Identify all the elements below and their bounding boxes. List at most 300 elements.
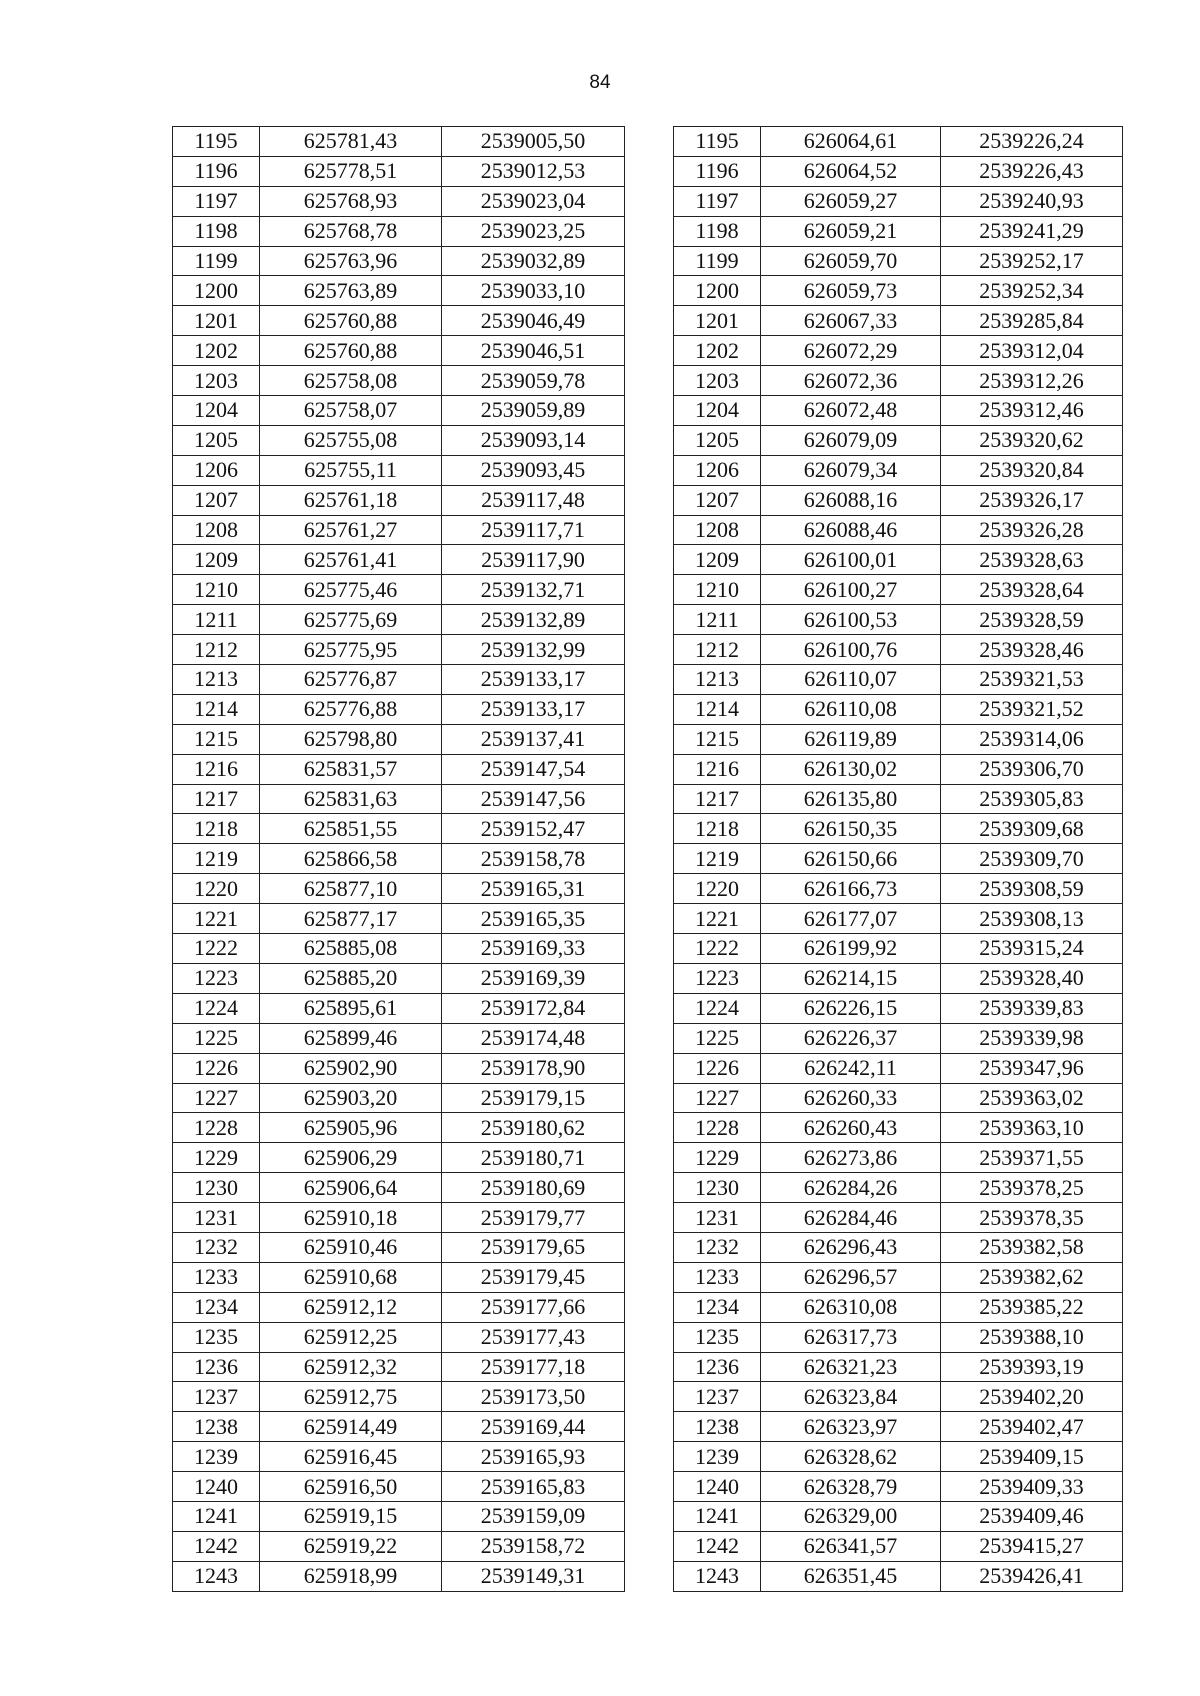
point-number-left: 1227 — [173, 1083, 260, 1113]
column-separator — [625, 127, 674, 157]
point-number-right: 1230 — [674, 1173, 761, 1203]
y-coordinate-left: 2539165,31 — [442, 874, 625, 904]
x-coordinate-right: 626079,09 — [761, 425, 941, 455]
x-coordinate-left: 625776,88 — [260, 694, 442, 724]
x-coordinate-right: 626166,73 — [761, 874, 941, 904]
y-coordinate-left: 2539023,04 — [442, 186, 625, 216]
point-number-left: 1242 — [173, 1531, 260, 1561]
x-coordinate-left: 625902,90 — [260, 1053, 442, 1083]
x-coordinate-right: 626260,33 — [761, 1083, 941, 1113]
x-coordinate-left: 625851,55 — [260, 814, 442, 844]
point-number-left: 1207 — [173, 485, 260, 515]
column-separator — [625, 1023, 674, 1053]
column-separator — [625, 1382, 674, 1412]
point-number-right: 1216 — [674, 754, 761, 784]
point-number-left: 1200 — [173, 276, 260, 306]
point-number-right: 1239 — [674, 1442, 761, 1472]
x-coordinate-left: 625798,80 — [260, 724, 442, 754]
table-row — [173, 784, 1123, 814]
x-coordinate-left: 625760,88 — [260, 306, 442, 336]
table-row — [173, 276, 1123, 306]
y-coordinate-left: 2539093,45 — [442, 455, 625, 485]
point-number-left: 1223 — [173, 963, 260, 993]
point-number-right: 1224 — [674, 993, 761, 1023]
point-number-right: 1200 — [674, 276, 761, 306]
point-number-right: 1231 — [674, 1203, 761, 1233]
table-row — [173, 1203, 1123, 1233]
y-coordinate-right: 2539371,55 — [941, 1143, 1123, 1173]
x-coordinate-left: 625866,58 — [260, 844, 442, 874]
x-coordinate-left: 625912,12 — [260, 1292, 442, 1322]
table-row — [173, 575, 1123, 605]
column-separator — [625, 396, 674, 426]
y-coordinate-left: 2539180,62 — [442, 1113, 625, 1143]
y-coordinate-right: 2539363,02 — [941, 1083, 1123, 1113]
table-row — [173, 1322, 1123, 1352]
table-row — [173, 485, 1123, 515]
column-separator — [625, 694, 674, 724]
table-row — [173, 635, 1123, 665]
y-coordinate-left: 2539178,90 — [442, 1053, 625, 1083]
point-number-left: 1235 — [173, 1322, 260, 1352]
point-number-left: 1228 — [173, 1113, 260, 1143]
y-coordinate-left: 2539117,48 — [442, 485, 625, 515]
column-separator — [625, 1113, 674, 1143]
x-coordinate-left: 625763,96 — [260, 246, 442, 276]
y-coordinate-right: 2539363,10 — [941, 1113, 1123, 1143]
x-coordinate-right: 626323,97 — [761, 1412, 941, 1442]
point-number-right: 1214 — [674, 694, 761, 724]
point-number-left: 1233 — [173, 1262, 260, 1292]
point-number-left: 1243 — [173, 1561, 260, 1591]
column-separator — [625, 963, 674, 993]
table-row — [173, 1472, 1123, 1502]
table-row — [173, 515, 1123, 545]
point-number-right: 1235 — [674, 1322, 761, 1352]
point-number-left: 1232 — [173, 1232, 260, 1262]
x-coordinate-left: 625906,29 — [260, 1143, 442, 1173]
point-number-right: 1201 — [674, 306, 761, 336]
point-number-right: 1236 — [674, 1352, 761, 1382]
table-row — [173, 425, 1123, 455]
x-coordinate-left: 625910,68 — [260, 1262, 442, 1292]
table-row — [173, 874, 1123, 904]
y-coordinate-left: 2539046,51 — [442, 336, 625, 366]
point-number-left: 1237 — [173, 1382, 260, 1412]
x-coordinate-right: 626310,08 — [761, 1292, 941, 1322]
column-separator — [625, 993, 674, 1023]
column-separator — [625, 336, 674, 366]
y-coordinate-right: 2539409,46 — [941, 1501, 1123, 1531]
x-coordinate-left: 625916,50 — [260, 1472, 442, 1502]
point-number-left: 1236 — [173, 1352, 260, 1382]
point-number-left: 1216 — [173, 754, 260, 784]
table-row — [173, 1232, 1123, 1262]
x-coordinate-right: 626072,29 — [761, 336, 941, 366]
x-coordinate-right: 626100,01 — [761, 545, 941, 575]
x-coordinate-left: 625761,27 — [260, 515, 442, 545]
point-number-right: 1219 — [674, 844, 761, 874]
point-number-right: 1233 — [674, 1262, 761, 1292]
point-number-left: 1225 — [173, 1023, 260, 1053]
x-coordinate-right: 626150,35 — [761, 814, 941, 844]
table-row — [173, 366, 1123, 396]
x-coordinate-left: 625776,87 — [260, 665, 442, 695]
x-coordinate-left: 625758,08 — [260, 366, 442, 396]
x-coordinate-right: 626321,23 — [761, 1352, 941, 1382]
table-row — [173, 993, 1123, 1023]
column-separator — [625, 844, 674, 874]
table-row — [173, 1442, 1123, 1472]
table-row — [173, 545, 1123, 575]
point-number-right: 1238 — [674, 1412, 761, 1442]
x-coordinate-left: 625778,51 — [260, 156, 442, 186]
y-coordinate-right: 2539320,62 — [941, 425, 1123, 455]
column-separator — [625, 1442, 674, 1472]
point-number-right: 1243 — [674, 1561, 761, 1591]
y-coordinate-left: 2539152,47 — [442, 814, 625, 844]
y-coordinate-left: 2539005,50 — [442, 127, 625, 157]
y-coordinate-right: 2539306,70 — [941, 754, 1123, 784]
y-coordinate-left: 2539046,49 — [442, 306, 625, 336]
point-number-left: 1197 — [173, 186, 260, 216]
x-coordinate-right: 626130,02 — [761, 754, 941, 784]
table-row — [173, 127, 1123, 157]
y-coordinate-right: 2539326,17 — [941, 485, 1123, 515]
x-coordinate-left: 625760,88 — [260, 336, 442, 366]
column-separator — [625, 1173, 674, 1203]
column-separator — [625, 455, 674, 485]
y-coordinate-right: 2539378,25 — [941, 1173, 1123, 1203]
y-coordinate-right: 2539328,63 — [941, 545, 1123, 575]
y-coordinate-right: 2539308,59 — [941, 874, 1123, 904]
y-coordinate-right: 2539415,27 — [941, 1531, 1123, 1561]
table-row — [173, 724, 1123, 754]
x-coordinate-right: 626226,15 — [761, 993, 941, 1023]
y-coordinate-left: 2539093,14 — [442, 425, 625, 455]
y-coordinate-left: 2539169,44 — [442, 1412, 625, 1442]
column-separator — [625, 784, 674, 814]
table-row — [173, 963, 1123, 993]
point-number-left: 1218 — [173, 814, 260, 844]
y-coordinate-right: 2539393,19 — [941, 1352, 1123, 1382]
x-coordinate-right: 626150,66 — [761, 844, 941, 874]
point-number-right: 1242 — [674, 1531, 761, 1561]
x-coordinate-left: 625761,41 — [260, 545, 442, 575]
point-number-right: 1206 — [674, 455, 761, 485]
y-coordinate-right: 2539312,46 — [941, 396, 1123, 426]
y-coordinate-right: 2539314,06 — [941, 724, 1123, 754]
x-coordinate-right: 626328,79 — [761, 1472, 941, 1502]
column-separator — [625, 1412, 674, 1442]
x-coordinate-right: 626214,15 — [761, 963, 941, 993]
column-separator — [625, 1322, 674, 1352]
y-coordinate-left: 2539117,90 — [442, 545, 625, 575]
x-coordinate-right: 626059,27 — [761, 186, 941, 216]
y-coordinate-right: 2539328,40 — [941, 963, 1123, 993]
y-coordinate-right: 2539409,33 — [941, 1472, 1123, 1502]
x-coordinate-right: 626064,61 — [761, 127, 941, 157]
table-row — [173, 455, 1123, 485]
point-number-right: 1203 — [674, 366, 761, 396]
point-number-right: 1208 — [674, 515, 761, 545]
point-number-right: 1197 — [674, 186, 761, 216]
x-coordinate-left: 625895,61 — [260, 993, 442, 1023]
y-coordinate-left: 2539169,33 — [442, 934, 625, 964]
y-coordinate-left: 2539133,17 — [442, 665, 625, 695]
x-coordinate-right: 626072,48 — [761, 396, 941, 426]
column-separator — [625, 276, 674, 306]
point-number-right: 1204 — [674, 396, 761, 426]
x-coordinate-right: 626135,80 — [761, 784, 941, 814]
y-coordinate-right: 2539402,20 — [941, 1382, 1123, 1412]
x-coordinate-right: 626260,43 — [761, 1113, 941, 1143]
point-number-right: 1213 — [674, 665, 761, 695]
column-separator — [625, 1472, 674, 1502]
point-number-left: 1229 — [173, 1143, 260, 1173]
x-coordinate-left: 625768,93 — [260, 186, 442, 216]
y-coordinate-left: 2539159,09 — [442, 1501, 625, 1531]
y-coordinate-left: 2539169,39 — [442, 963, 625, 993]
point-number-left: 1205 — [173, 425, 260, 455]
point-number-left: 1195 — [173, 127, 260, 157]
point-number-right: 1202 — [674, 336, 761, 366]
point-number-right: 1226 — [674, 1053, 761, 1083]
y-coordinate-left: 2539177,43 — [442, 1322, 625, 1352]
x-coordinate-right: 626100,53 — [761, 605, 941, 635]
y-coordinate-left: 2539133,17 — [442, 694, 625, 724]
point-number-right: 1209 — [674, 545, 761, 575]
y-coordinate-right: 2539385,22 — [941, 1292, 1123, 1322]
column-separator — [625, 724, 674, 754]
y-coordinate-right: 2539347,96 — [941, 1053, 1123, 1083]
point-number-right: 1218 — [674, 814, 761, 844]
y-coordinate-right: 2539312,04 — [941, 336, 1123, 366]
column-separator — [625, 934, 674, 964]
x-coordinate-left: 625758,07 — [260, 396, 442, 426]
y-coordinate-right: 2539426,41 — [941, 1561, 1123, 1591]
point-number-right: 1222 — [674, 934, 761, 964]
y-coordinate-left: 2539117,71 — [442, 515, 625, 545]
x-coordinate-left: 625918,99 — [260, 1561, 442, 1591]
point-number-left: 1203 — [173, 366, 260, 396]
table-row — [173, 1561, 1123, 1591]
point-number-left: 1226 — [173, 1053, 260, 1083]
y-coordinate-left: 2539174,48 — [442, 1023, 625, 1053]
point-number-right: 1217 — [674, 784, 761, 814]
point-number-right: 1220 — [674, 874, 761, 904]
y-coordinate-left: 2539179,45 — [442, 1262, 625, 1292]
table-row — [173, 216, 1123, 246]
y-coordinate-right: 2539309,70 — [941, 844, 1123, 874]
x-coordinate-left: 625914,49 — [260, 1412, 442, 1442]
table-row — [173, 605, 1123, 635]
table-row — [173, 934, 1123, 964]
column-separator — [625, 485, 674, 515]
point-number-right: 1199 — [674, 246, 761, 276]
point-number-right: 1240 — [674, 1472, 761, 1502]
column-separator — [625, 186, 674, 216]
y-coordinate-left: 2539172,84 — [442, 993, 625, 1023]
x-coordinate-left: 625877,17 — [260, 904, 442, 934]
y-coordinate-left: 2539033,10 — [442, 276, 625, 306]
y-coordinate-left: 2539177,66 — [442, 1292, 625, 1322]
table-row — [173, 694, 1123, 724]
point-number-right: 1198 — [674, 216, 761, 246]
column-separator — [625, 246, 674, 276]
coordinates-table — [172, 126, 1123, 1592]
x-coordinate-left: 625912,25 — [260, 1322, 442, 1352]
x-coordinate-left: 625775,95 — [260, 635, 442, 665]
table-row — [173, 844, 1123, 874]
x-coordinate-right: 626088,46 — [761, 515, 941, 545]
x-coordinate-right: 626199,92 — [761, 934, 941, 964]
y-coordinate-left: 2539132,99 — [442, 635, 625, 665]
y-coordinate-right: 2539409,15 — [941, 1442, 1123, 1472]
point-number-right: 1210 — [674, 575, 761, 605]
y-coordinate-right: 2539252,34 — [941, 276, 1123, 306]
x-coordinate-right: 626072,36 — [761, 366, 941, 396]
x-coordinate-left: 625885,08 — [260, 934, 442, 964]
point-number-right: 1229 — [674, 1143, 761, 1173]
table-row — [173, 1501, 1123, 1531]
point-number-left: 1222 — [173, 934, 260, 964]
table-row — [173, 1262, 1123, 1292]
column-separator — [625, 1232, 674, 1262]
column-separator — [625, 1053, 674, 1083]
y-coordinate-left: 2539179,65 — [442, 1232, 625, 1262]
y-coordinate-right: 2539309,68 — [941, 814, 1123, 844]
point-number-right: 1195 — [674, 127, 761, 157]
point-number-left: 1202 — [173, 336, 260, 366]
x-coordinate-right: 626323,84 — [761, 1382, 941, 1412]
point-number-left: 1217 — [173, 784, 260, 814]
x-coordinate-right: 626059,70 — [761, 246, 941, 276]
y-coordinate-left: 2539177,18 — [442, 1352, 625, 1382]
x-coordinate-right: 626328,62 — [761, 1442, 941, 1472]
x-coordinate-right: 626119,89 — [761, 724, 941, 754]
x-coordinate-right: 626064,52 — [761, 156, 941, 186]
column-separator — [625, 1203, 674, 1233]
y-coordinate-right: 2539226,24 — [941, 127, 1123, 157]
point-number-left: 1241 — [173, 1501, 260, 1531]
y-coordinate-left: 2539059,89 — [442, 396, 625, 426]
y-coordinate-left: 2539179,15 — [442, 1083, 625, 1113]
point-number-left: 1231 — [173, 1203, 260, 1233]
x-coordinate-right: 626296,43 — [761, 1232, 941, 1262]
y-coordinate-right: 2539305,83 — [941, 784, 1123, 814]
y-coordinate-left: 2539158,78 — [442, 844, 625, 874]
table-row — [173, 306, 1123, 336]
point-number-right: 1196 — [674, 156, 761, 186]
column-separator — [625, 1143, 674, 1173]
x-coordinate-right: 626100,76 — [761, 635, 941, 665]
x-coordinate-left: 625912,75 — [260, 1382, 442, 1412]
y-coordinate-right: 2539339,83 — [941, 993, 1123, 1023]
point-number-left: 1209 — [173, 545, 260, 575]
table-row — [173, 814, 1123, 844]
y-coordinate-right: 2539382,58 — [941, 1232, 1123, 1262]
column-separator — [625, 425, 674, 455]
y-coordinate-left: 2539032,89 — [442, 246, 625, 276]
y-coordinate-left: 2539158,72 — [442, 1531, 625, 1561]
x-coordinate-right: 626284,26 — [761, 1173, 941, 1203]
x-coordinate-right: 626110,08 — [761, 694, 941, 724]
x-coordinate-left: 625831,57 — [260, 754, 442, 784]
y-coordinate-right: 2539378,35 — [941, 1203, 1123, 1233]
y-coordinate-right: 2539326,28 — [941, 515, 1123, 545]
point-number-right: 1228 — [674, 1113, 761, 1143]
x-coordinate-right: 626284,46 — [761, 1203, 941, 1233]
column-separator — [625, 306, 674, 336]
x-coordinate-left: 625906,64 — [260, 1173, 442, 1203]
x-coordinate-left: 625919,22 — [260, 1531, 442, 1561]
point-number-left: 1201 — [173, 306, 260, 336]
column-separator — [625, 515, 674, 545]
x-coordinate-right: 626296,57 — [761, 1262, 941, 1292]
x-coordinate-left: 625775,69 — [260, 605, 442, 635]
point-number-left: 1199 — [173, 246, 260, 276]
x-coordinate-right: 626177,07 — [761, 904, 941, 934]
x-coordinate-right: 626079,34 — [761, 455, 941, 485]
x-coordinate-left: 625781,43 — [260, 127, 442, 157]
x-coordinate-left: 625877,10 — [260, 874, 442, 904]
y-coordinate-right: 2539321,53 — [941, 665, 1123, 695]
x-coordinate-right: 626242,11 — [761, 1053, 941, 1083]
y-coordinate-right: 2539241,29 — [941, 216, 1123, 246]
point-number-right: 1237 — [674, 1382, 761, 1412]
table-row — [173, 1292, 1123, 1322]
x-coordinate-right: 626351,45 — [761, 1561, 941, 1591]
table-row — [173, 156, 1123, 186]
point-number-left: 1234 — [173, 1292, 260, 1322]
y-coordinate-left: 2539147,56 — [442, 784, 625, 814]
point-number-right: 1234 — [674, 1292, 761, 1322]
y-coordinate-right: 2539226,43 — [941, 156, 1123, 186]
y-coordinate-right: 2539328,46 — [941, 635, 1123, 665]
column-separator — [625, 1352, 674, 1382]
point-number-left: 1224 — [173, 993, 260, 1023]
table-row — [173, 396, 1123, 426]
y-coordinate-left: 2539012,53 — [442, 156, 625, 186]
y-coordinate-right: 2539308,13 — [941, 904, 1123, 934]
x-coordinate-right: 626067,33 — [761, 306, 941, 336]
column-separator — [625, 366, 674, 396]
y-coordinate-left: 2539179,77 — [442, 1203, 625, 1233]
table-row — [173, 1023, 1123, 1053]
y-coordinate-right: 2539252,17 — [941, 246, 1123, 276]
table-row — [173, 186, 1123, 216]
point-number-right: 1232 — [674, 1232, 761, 1262]
point-number-left: 1220 — [173, 874, 260, 904]
table-row — [173, 665, 1123, 695]
point-number-right: 1207 — [674, 485, 761, 515]
y-coordinate-right: 2539382,62 — [941, 1262, 1123, 1292]
point-number-left: 1240 — [173, 1472, 260, 1502]
x-coordinate-right: 626100,27 — [761, 575, 941, 605]
point-number-left: 1214 — [173, 694, 260, 724]
table-row — [173, 1382, 1123, 1412]
x-coordinate-right: 626110,07 — [761, 665, 941, 695]
table-row — [173, 336, 1123, 366]
x-coordinate-right: 626059,21 — [761, 216, 941, 246]
coordinates-table-body — [173, 127, 1123, 1592]
y-coordinate-right: 2539388,10 — [941, 1322, 1123, 1352]
table-row — [173, 1053, 1123, 1083]
point-number-left: 1215 — [173, 724, 260, 754]
x-coordinate-right: 626273,86 — [761, 1143, 941, 1173]
point-number-left: 1198 — [173, 216, 260, 246]
